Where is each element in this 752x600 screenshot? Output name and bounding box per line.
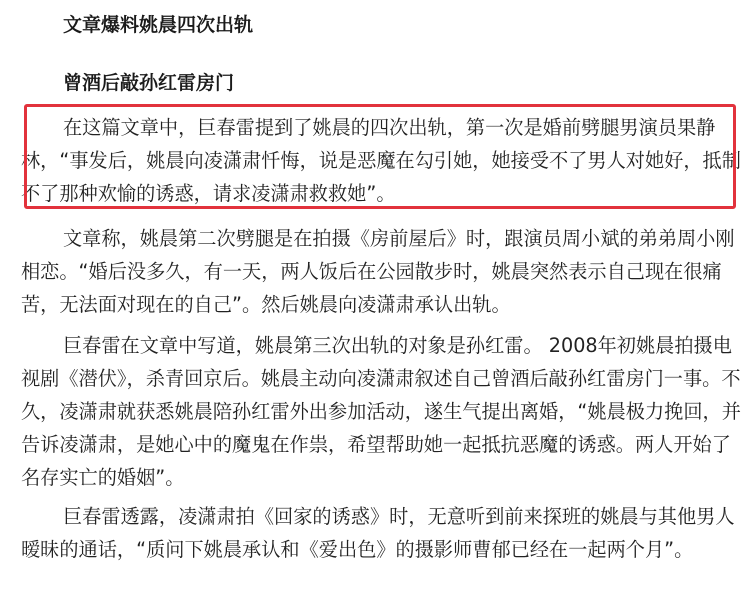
article-subheading: 曾酒后敲孙红雷房门 — [63, 72, 235, 94]
paragraph-third-affair: 巨春雷在文章中写道，姚晨第三次出轨的对象是孙红雷。 2008年初姚晨拍摄电视剧《潜伏》，杀青回京后。姚晨主动向凌潇肃叙述自己曾酒后敲孙红雷房门一事。不久，凌潇肃就获悉姚晨陪孙红雷外出参加活动，遂生气提出离婚，“姚晨极力挽回，并告诉凌潇肃，是她心中的魔鬼在作祟，希望帮助她一起抵抗恶魔的诱惑。两人开始了名存实亡的婚姻”。 — [21, 334, 741, 489]
paragraph-first-affair: 在这篇文章中，巨春雷提到了姚晨的四次出轨，第一次是婚前劈腿男演员果静林，“事发后，姚晨向凌潇肃忏悔，说是恶魔在勾引她，她接受不了男人对她好，抵制不了那种欢愉的诱惑，请求凌潇肃救救她”。 — [21, 116, 741, 205]
paragraph-fourth-affair: 巨春雷透露，凌潇肃拍《回家的诱惑》时，无意听到前来探班的姚晨与其他男人暧昧的通话，“质问下姚晨承认和《爱出色》的摄影师曹郁已经在一起两个月”。 — [21, 505, 735, 561]
article-heading: 文章爆料姚晨四次出轨 — [63, 14, 254, 36]
paragraph-second-affair: 文章称，姚晨第二次劈腿是在拍摄《房前屋后》时，跟演员周小斌的弟弟周小刚相恋。“婚后没多久，有一天，两人饭后在公园散步时，姚晨突然表示自己现在很痛苦，无法面对现在的自己”。然后姚晨向凌潇肃承认出轨。 — [21, 227, 735, 316]
